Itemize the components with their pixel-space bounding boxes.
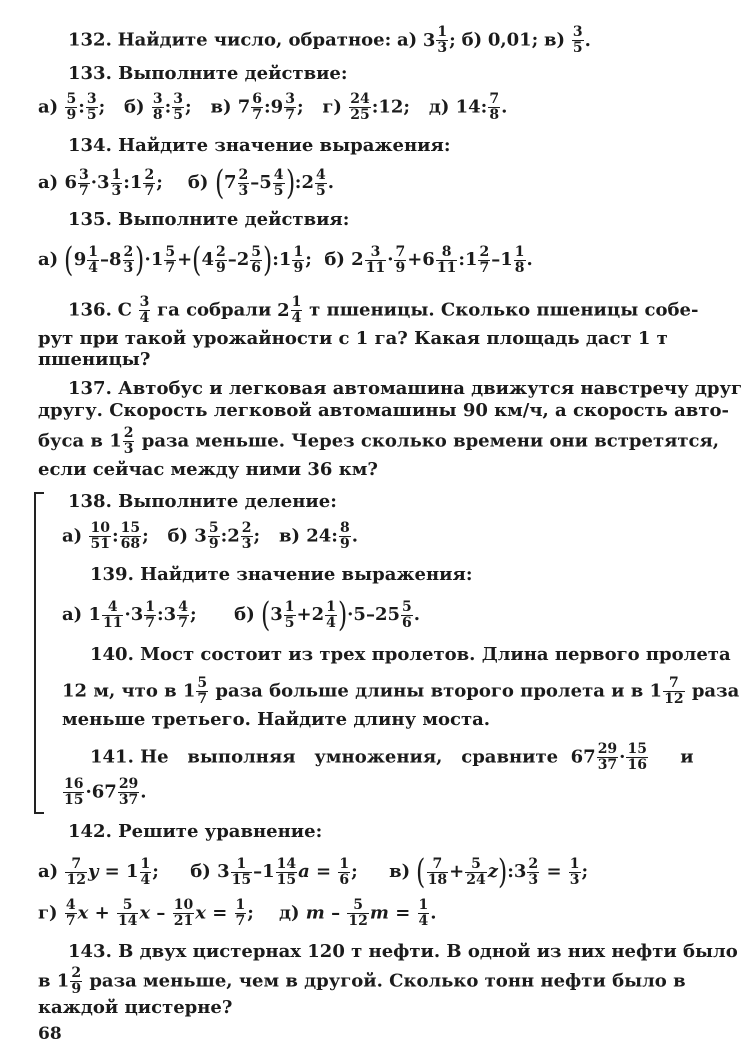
problem-133-items: а) $\frac{5}{9}$ : $\frac{3}{5}$ ; б) $\frac{3}{8}$ : $\frac{3}{5}$ ; в) 7 $\frac{6}{7}$ :9 $\frac{3}{7}$ ; г) $\frac{24}{25}$ :12; д) 14: $\frac{7}{8}$ . (38, 91, 508, 123)
text: и (680, 746, 694, 768)
problem-number: 143. (68, 941, 112, 962)
text: С (117, 299, 132, 321)
problem-number: 139. (90, 564, 134, 585)
text: раза меньше, чем в другой. Сколько тонн нефти было в (89, 970, 686, 992)
problem-number: 137. (68, 378, 112, 399)
problem-number: 132. (68, 29, 112, 51)
text: в (38, 970, 51, 992)
text: т пшеницы. Сколько пшеницы собе- (309, 299, 699, 321)
text: раза (691, 680, 740, 702)
text: Не выполняя умножения, сравните (140, 746, 559, 768)
problem-141-line2: $\frac{16}{15}$ ·67 $\frac{29}{37}$ . (64, 776, 147, 808)
problem-134-items: а) 6 $\frac{3}{7}$ ·3 $\frac{1}{3}$ :1 $\frac{2}{7}$ ; б) (7 $\frac{2}{3}$ –5 $\frac{4}{5}$ ):2 $\frac{4}{5}$ . (38, 163, 334, 203)
value: 0,01; (487, 29, 539, 51)
text: га собрали (157, 299, 272, 321)
problem-140-line1 (90, 643, 731, 667)
text: Мост состоит из трех пролетов. Длина первого пролета (140, 644, 731, 665)
problem-142 (68, 820, 322, 844)
problem-number: 140. (90, 644, 134, 665)
problem-number: 142. (68, 821, 112, 842)
text: буса в (38, 430, 103, 452)
problem-137-line1 (68, 377, 742, 401)
problem-text: Найдите значение выражения: (118, 135, 451, 156)
problem-138 (68, 490, 337, 514)
problem-text: Решите уравнение: (118, 821, 323, 842)
problem-135 (68, 208, 349, 232)
item-label: в) (544, 29, 566, 51)
problem-138-items: а) $\frac{10}{51}$ : $\frac{15}{68}$ ; б) 3 $\frac{5}{9}$ :2 $\frac{2}{3}$ ; в) 24: $\frac{8}{9}$ . (62, 520, 358, 552)
problem-number: 141. (90, 746, 134, 768)
problem-137-line3: буса в 1 $\frac{2}{3}$ раза меньше. Через сколько времени они встретятся, (38, 425, 720, 457)
problem-137-line2: другу. Скорость легковой автомашины 90 км/ч, а скорость авто- (38, 400, 729, 421)
text: раза больше длины второго пролета и в (215, 680, 644, 702)
problem-137-line4: если сейчас между ними 36 км? (38, 459, 378, 480)
problem-139 (90, 563, 472, 587)
text: В двух цистернах 120 т нефти. В одной из них нефти было (118, 941, 738, 962)
problem-text: Найдите значение выражения: (140, 564, 473, 585)
item-label: б) (461, 29, 483, 51)
problem-text: Выполните действие: (118, 63, 348, 84)
problem-number: 134. (68, 135, 112, 156)
problem-number: 138. (68, 491, 112, 512)
problem-134 (68, 134, 450, 158)
problem-143-line3: каждой цистерне? (38, 997, 233, 1018)
problem-143-line2: в 1 $\frac{2}{9}$ раза меньше, чем в другой. Сколько тонн нефти было в (38, 965, 686, 997)
problem-142-items-2: г) $\frac{4}{7}$ x + $\frac{5}{14}$ x – $\frac{10}{21}$ x = $\frac{1}{7}$ ; д) m – $\frac{5}{12}$ m = $\frac{1}{4}$ . (38, 897, 437, 929)
problem-text: Выполните действия: (118, 209, 350, 230)
problem-136-line1: 136. С $\frac{3}{4}$ га собрали 2 $\frac{1}{4}$ т пшеницы. Сколько пшеницы собе- (68, 294, 699, 326)
problem-140-line2: 12 м, что в 1 $\frac{5}{7}$ раза больше длины второго пролета и в 1 $\frac{7}{12}$ раза (62, 675, 740, 707)
item-label: а) (396, 29, 418, 51)
problem-132: 132. Найдите число, обратное: а) 3 $\frac{1}{3}$ ; б) 0,01; в) $\frac{3}{5}$ . (68, 24, 591, 56)
problem-text: Выполните деление: (118, 491, 337, 512)
problem-139-items: а) 1 $\frac{4}{11}$ ·3 $\frac{1}{7}$ :3 $\frac{4}{7}$ ; б) (3 $\frac{1}{5}$ +2 $\frac{1}{4}$ )·5–25 $\frac{5}{6}$ . (62, 595, 421, 635)
problem-140-line3: меньше третьего. Найдите длину моста. (62, 709, 491, 730)
problem-number: 136. (68, 299, 112, 321)
problem-133 (68, 62, 348, 86)
text: Автобус и легковая автомашина движутся навстречу друг (118, 378, 742, 399)
page-number: 68 (38, 1024, 62, 1044)
problem-136-line3: пшеницы? (38, 349, 151, 370)
problem-135-items: а) (9 $\frac{1}{4}$ –8 $\frac{2}{3}$ )·1 $\frac{5}{7}$ +(4 $\frac{2}{9}$ –2 $\frac{5}{6}$ ):1 $\frac{1}{9}$ ; б) 2 $\frac{3}{11}$ · $\frac{7}{9}$ +6 $\frac{8}{11}$ :1 $\frac{2}{7}$ –1 $\frac{1}{8}$ . (38, 240, 533, 280)
problem-136-line2: рут при такой урожайности с 1 га? Какая площадь даст 1 т (38, 328, 668, 349)
text: раза меньше. Через сколько времени они встретятся, (141, 430, 720, 452)
problem-number: 133. (68, 63, 112, 84)
problem-143-line1 (68, 940, 738, 964)
problem-text: Найдите число, обратное: (117, 29, 392, 51)
section-bracket (34, 492, 44, 814)
problem-number: 135. (68, 209, 112, 230)
text: 12 м, что в (62, 680, 177, 702)
problem-142-items-1: а) $\frac{7}{12}$ y = 1 $\frac{1}{4}$ ; б) 3 $\frac{1}{15}$ –1 $\frac{14}{15}$ a = $\frac{1}{6}$ ; в) ( $\frac{7}{18}$ + $\frac{5}{24}$ z):3 $\frac{2}{3}$ = $\frac{1}{3}$ ; (38, 852, 589, 892)
problem-141-line1: 141. Не выполняя умножения, сравните 67 $\frac{29}{37}$ · $\frac{15}{16}$ и (90, 741, 694, 773)
